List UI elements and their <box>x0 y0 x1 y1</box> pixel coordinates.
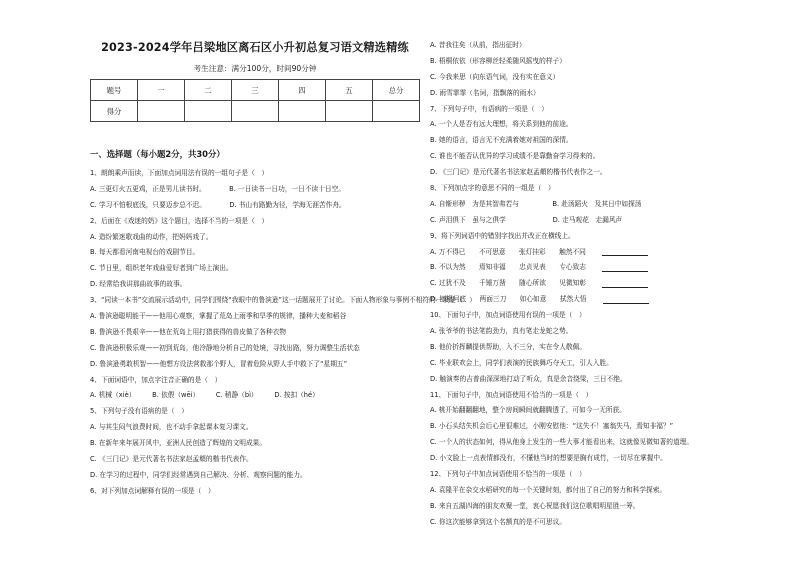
score-row-label: 得分 <box>91 101 138 122</box>
question-line: 9、将下列词语中的错别字找出并改正在横线上。 <box>430 231 575 240</box>
question-line: D. 《三门记》是元代著名书法家赵孟頫的楷书代表作之一。 <box>430 168 607 177</box>
question-line: 8、下列加点字的意思不同的一组是（ ） <box>430 184 555 193</box>
question-line: A. 机械（xiè） B. 依偎（wēi） C. 稍静（bì） D. 按扣（hé） <box>90 391 319 400</box>
question-line: A. 桃开始翻翻翻地，整个房间瞬间就翻腾透了，可如今一无所获。 <box>430 406 626 415</box>
question-line: C. 声泪俱下 虽与之俱学 D. 走马观花 走漏风声 <box>430 215 623 224</box>
score-table-score-row <box>91 101 420 122</box>
question-line: B. 她的语言，语言无不充满着她对祖国的深情。 <box>430 136 573 145</box>
question-line: 10、下面句子中，加点词语使用有误的一项是（ ） <box>430 311 586 320</box>
score-cell[interactable] <box>326 101 373 122</box>
question-line: A. 鲁滨逊聪明能干——他用心观察，掌握了荒岛上雨季和旱季的规律，播种大麦和稻谷 <box>90 312 347 321</box>
question-line: A. 一个人是否有远大理想，将关系到他的前途。 <box>430 120 573 129</box>
score-header-cell: 三 <box>232 80 279 101</box>
question-line: C. 鲁滨逊积极乐观——初到荒岛，他冷静地分析自己的处境，寻找出路，努力调整生活状态 <box>90 343 360 352</box>
question-line: B. 梧桐依依（形容柳丝轻柔随风摇曳的样子） <box>430 56 566 65</box>
question-line: A. 万不得已 不可思意 张灯挂彩 触然不同 <box>430 245 742 261</box>
question-line: D. 在学习的过程中，同学们经常遇到自己解决、分析、观察问题的能力。 <box>90 470 307 479</box>
question-line: B. 来自五湖四海的朋友欢聚一堂，衷心祝愿我们这位歌唱明星胜一筹。 <box>430 501 640 510</box>
score-cell[interactable] <box>373 101 420 122</box>
question-line: 3、“同读一本书”交流展示活动中，同学们围绕“我眼中的鲁滨逊”这一话题展开了讨论。下面人物形象与事例不相符的一项是（ ） <box>90 296 476 305</box>
score-header-cell: 四 <box>279 80 326 101</box>
question-line: C. 一个人的状态如何，得从他身上发生的一些大事才能看出来，这就像见微知著的道理。 <box>430 438 694 447</box>
left-column <box>90 0 476 562</box>
question-line: B. 在新年来年展开风中，亚洲人民创造了辉煌的文明成果。 <box>90 439 267 448</box>
question-line: C. 你这次能够拿到这个名额真的是不可思议。 <box>430 517 566 526</box>
question-line: A. 袁隆平在杂交水稻研究的每一个关键时刻，都付出了自己的努力和科学探索。 <box>430 485 667 494</box>
score-header-cell: 题号 <box>91 80 138 101</box>
question-line: 6、对下列加点词解释有误的一项是（ ） <box>90 486 215 495</box>
question-line: A. 与其生闷气浪费时间，也不动手拿起课本复习课文。 <box>90 423 253 432</box>
question-line: 12、下列句子中加点词语使用不恰当的一项是（ ） <box>430 470 586 479</box>
answer-blank[interactable] <box>602 263 648 272</box>
answer-blank[interactable] <box>602 247 648 256</box>
question-line: B. 小石头结失机会后心里很难过，小刚安慰他：“这失不！塞翁失马，焉知非福？” <box>430 422 674 431</box>
score-cell[interactable] <box>279 101 326 122</box>
question-line: D. 触演奏的吉普曲深深地打动了听众，真是余音绕梁，三日不绝。 <box>430 374 627 383</box>
question-line: C. 学习不怕根底浅，只要迈步总不迟。 D. 书山有路勤为径，学海无涯苦作舟。 <box>90 200 346 209</box>
score-header-cell: 总分 <box>373 80 420 101</box>
question-line: B. 他价折挥麟提供帮助，入不三分，实在令人敬佩。 <box>430 342 586 351</box>
question-line: 2、后面在《戏迷的奶》这个题目，选择不当的一项是（ ） <box>90 216 269 225</box>
question-line: C. 毕业联欢会上，同学们表演的民族舞巧夺天工，引人入胜。 <box>430 358 613 367</box>
question-line: C. 谁也不能否认优异的学习成绩不是靠勤奋学习得来的。 <box>430 152 600 161</box>
question-line: D. 雨雪霏霏（名词，指飘落的雨水） <box>430 88 540 97</box>
question-line: B. 不以为然 焉知非福 忠贞见表 专心致志 <box>430 260 742 276</box>
score-table <box>90 79 420 122</box>
question-line: C. 过犹不及 千锤万凿 随心所欲 见微知彰 <box>430 276 742 292</box>
right-question-list <box>430 38 742 531</box>
exam-notice: 考生注意：满分100分，时间90分钟 <box>193 64 317 73</box>
left-question-list <box>90 166 476 500</box>
answer-blank[interactable] <box>603 295 649 304</box>
question-line: C. 今我来思（向东语气词，没有实在意义） <box>430 72 560 81</box>
question-line: A. 张爷爷的书法笔韵劲力，真有笔走龙蛇之势。 <box>430 327 573 336</box>
question-line: D. 刨根问底 两面三刀 如心如意 拭然大悟 <box>430 292 742 308</box>
score-header-cell: 一 <box>138 80 185 101</box>
right-column <box>430 0 742 562</box>
question-line: D. 鲁滨逊勇敢机智——他想方设法营救那个野人，冒着危险从野人手中救下了“星期五” <box>90 359 348 368</box>
score-cell[interactable] <box>232 101 279 122</box>
question-line: B. 每天都看河南电视台的戏剧节目。 <box>90 248 200 257</box>
question-line: 4、下面词语中，加点字注音正确的是（ ） <box>90 375 222 384</box>
score-cell[interactable] <box>138 101 185 122</box>
answer-blank[interactable] <box>602 279 648 288</box>
exam-title: 2023-2024学年吕梁地区离石区小升初总复习语文精选精练 <box>101 41 409 54</box>
question-line: 7、下列句子中，有语病的一项是（ ） <box>430 104 548 113</box>
question-line: A. 造纷繁迷歌戏曲的动作，把妈妈戏了。 <box>90 232 213 241</box>
question-line: 1、朗朗乘声而读，下面加点词用法有误的一组句子是（ ） <box>90 169 269 177</box>
score-table-header-row <box>91 80 420 101</box>
question-line: D. 经常给我讲那曲故事的故事。 <box>90 280 187 289</box>
question-line: A. 自惭形秽 为是其智弗若与 B. 赴汤蹈火 及其日中如探汤 <box>430 199 642 208</box>
score-header-cell: 二 <box>185 80 232 101</box>
section-heading: 一、选择题（每小题2分，共30分） <box>90 149 225 159</box>
question-line: 11、下面句子中，加点词语使用不恰当的一项是（ ） <box>430 390 593 399</box>
question-line: 5、下列句子没有语病的是（ ） <box>90 407 188 416</box>
question-line: C. 节日里，组织老年戏曲爱好者到广场上演出。 <box>90 264 233 273</box>
question-line: C. 《三门记》是元代著名书法家赵孟頫的楷书代表作。 <box>90 455 253 464</box>
score-cell[interactable] <box>185 101 232 122</box>
question-line: B. 鲁滨逊不畏艰辛——他在荒岛上用打猎获得的兽皮做了各种衣物 <box>90 327 287 336</box>
score-header-cell: 五 <box>326 80 373 101</box>
question-line: D. 小文脸上一点表情都没有，不懂他当时的想要是胸有成竹，一切尽在掌握中。 <box>430 454 667 463</box>
question-line: A. 三更灯火五更鸡，正是男儿读书时。 B. 一日读书一日功，一日不读十日空。 <box>90 184 345 193</box>
question-line: A. 昔我往矣（从前，指出征时） <box>430 41 526 49</box>
